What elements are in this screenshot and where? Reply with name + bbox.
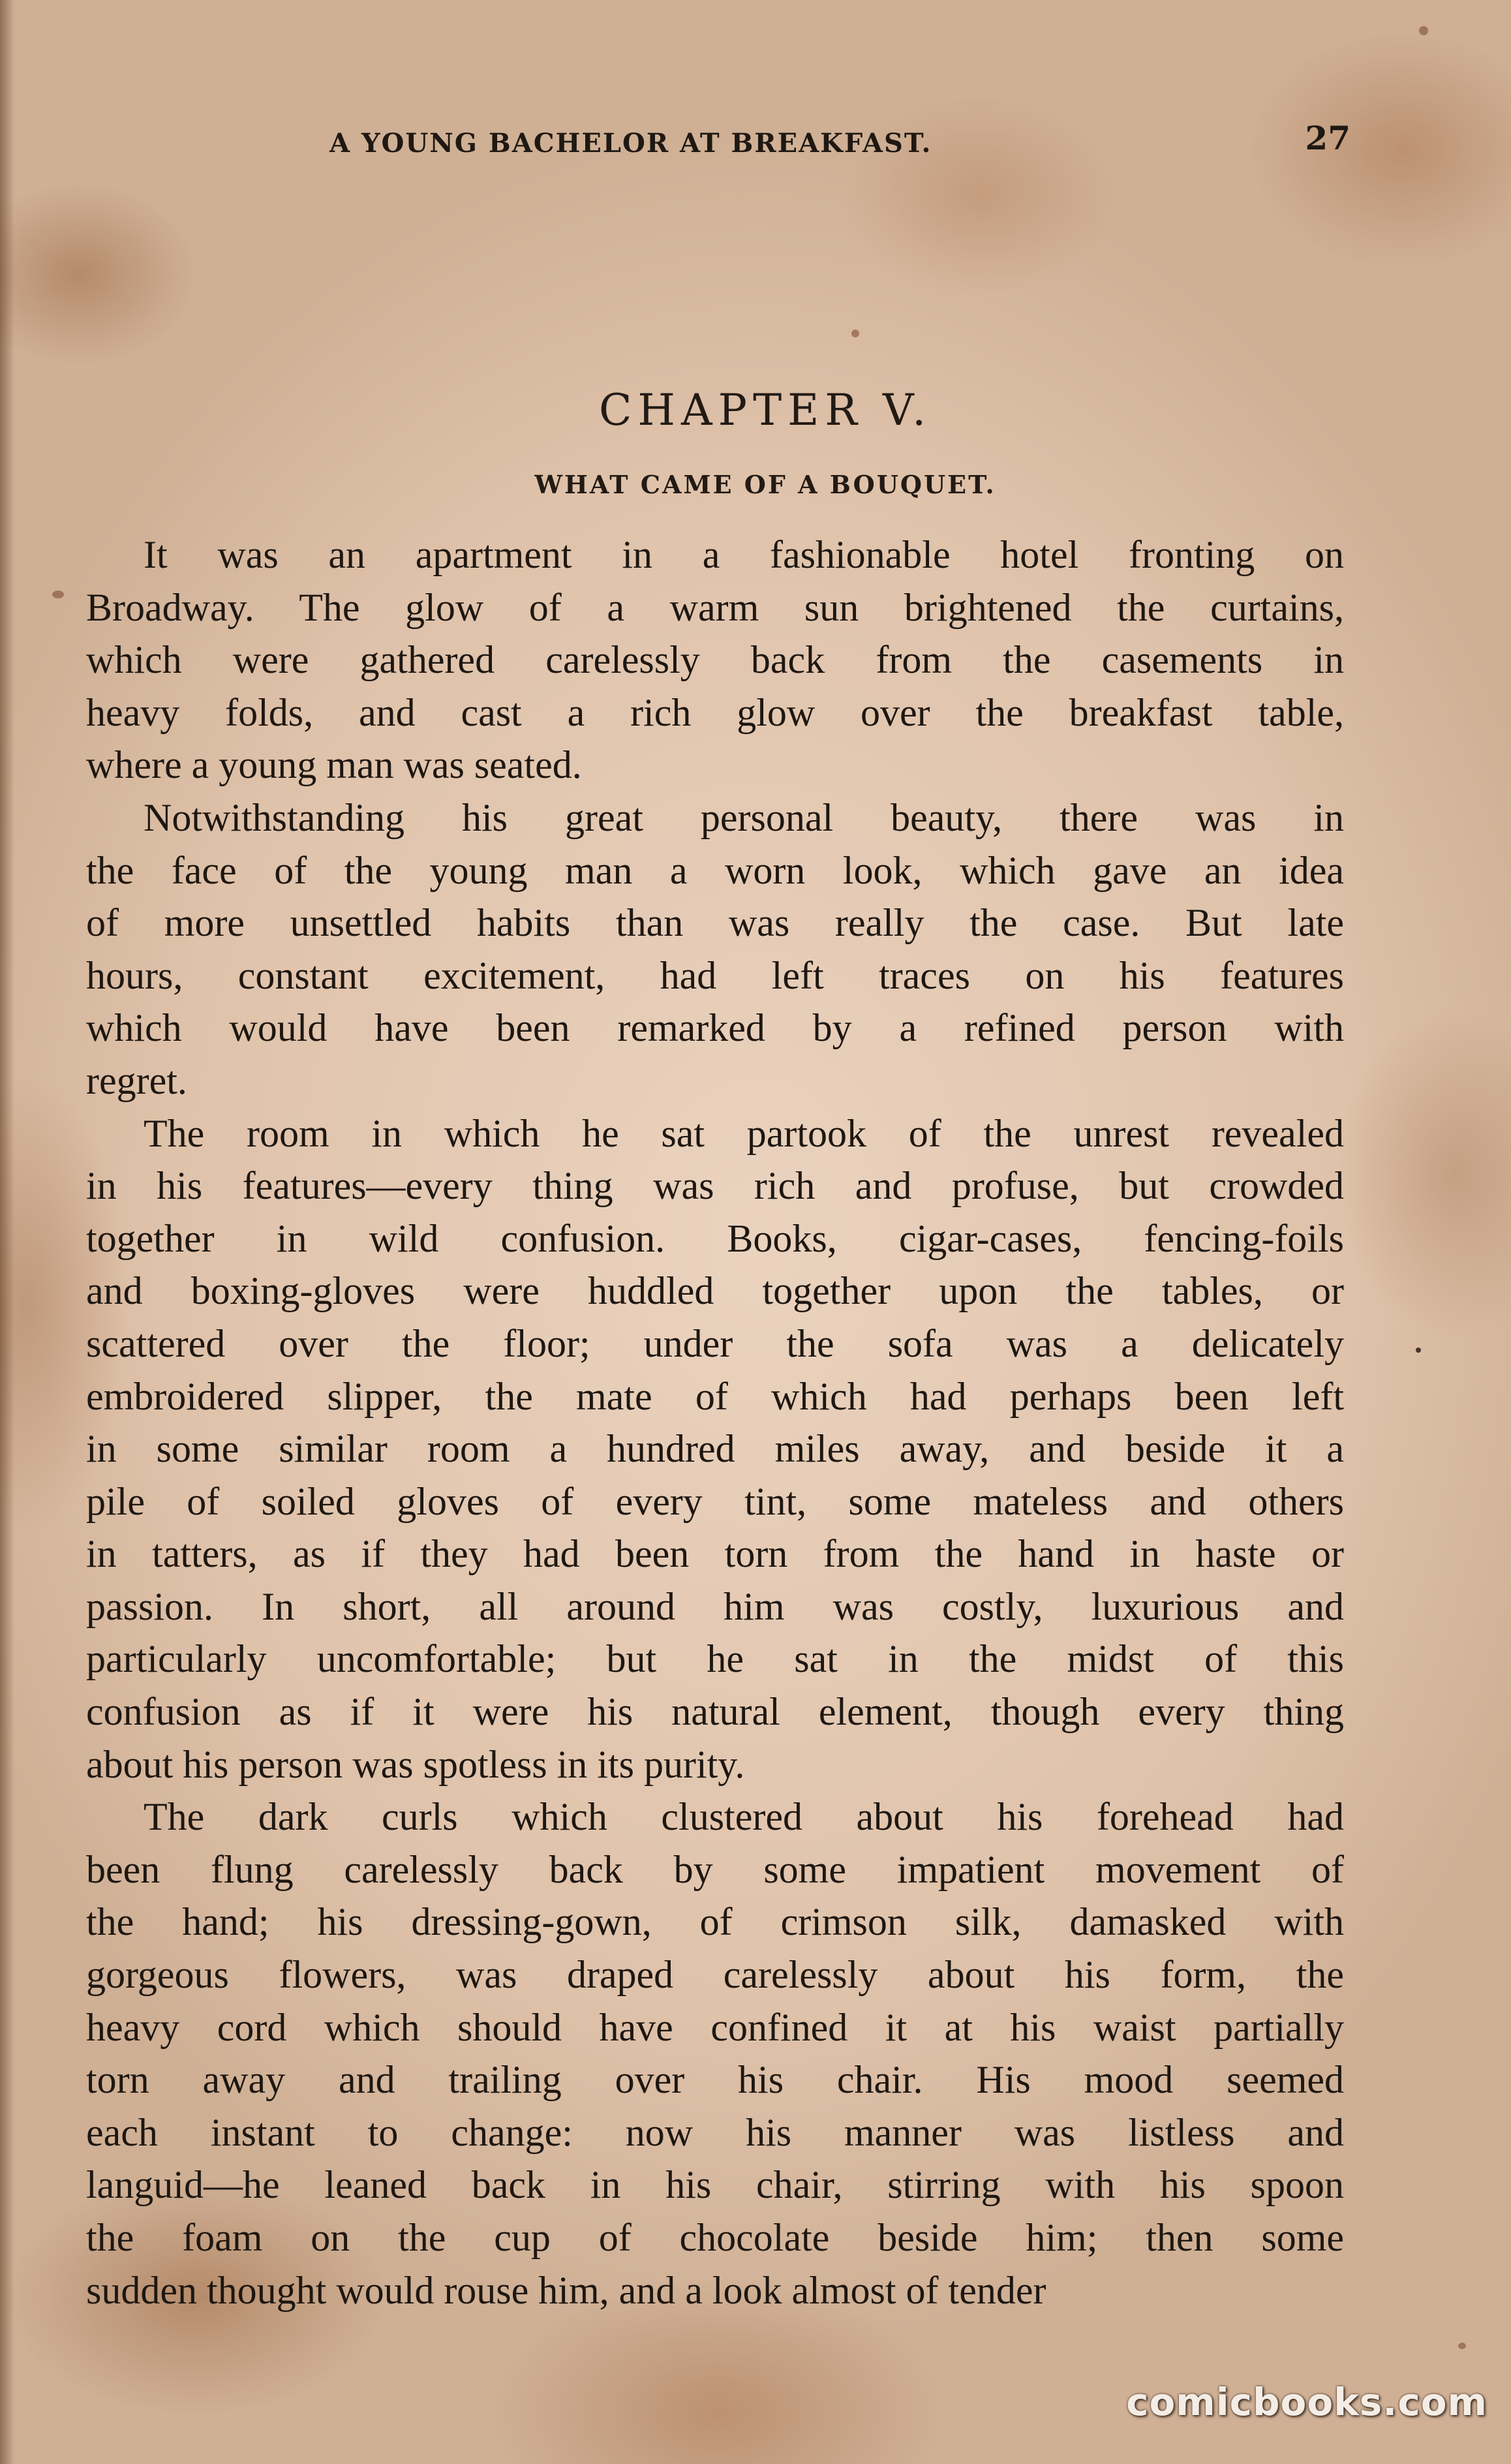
text-line: hours, constant excitement, had left traces on his features [86, 953, 1344, 997]
text-line: and boxing-gloves were huddled together upon the tables, or [86, 1269, 1344, 1313]
text-line: particularly uncomfortable; but he sat in the midst of this [86, 1637, 1344, 1681]
text-line: Notwithstanding his great personal beauty, there was in [144, 795, 1344, 839]
text-line: each instant to change: now his manner was listless and [86, 2110, 1344, 2154]
text-line: regret. [86, 1058, 187, 1102]
text-line: the foam on the cup of chocolate beside him; then some [86, 2216, 1344, 2259]
text-line: about his person was spotless in its purity. [86, 1742, 745, 1786]
text-line: where a young man was seated. [86, 743, 582, 787]
page-edge-shadow [0, 0, 14, 2464]
text-line: torn away and trailing over his chair. His mood seemed [86, 2058, 1344, 2102]
text-line: the face of the young man a worn look, which gave an idea [86, 848, 1344, 892]
text-line: The dark curls which clustered about his forehead had [144, 1795, 1344, 1839]
foxing-speck [52, 591, 64, 598]
foxing-speck [1419, 26, 1428, 35]
text-line: heavy folds, and cast a rich glow over the breakfast table, [86, 690, 1344, 734]
text-line: languid—he leaned back in his chair, stirring with his spoon [86, 2163, 1344, 2207]
paragraph [86, 1791, 1344, 2317]
text-line: Broadway. The glow of a warm sun brightened the curtains, [86, 585, 1344, 629]
text-line: sudden thought would rouse him, and a look almost of tender [86, 2268, 1046, 2312]
text-line: which were gathered carelessly back from the casements in [86, 638, 1344, 682]
paragraph [86, 1107, 1344, 1791]
foxing-speck [1458, 2343, 1466, 2349]
text-line: in some similar room a hundred miles away, and beside it a [86, 1427, 1344, 1471]
paragraph [86, 792, 1344, 1107]
text-line: heavy cord which should have confined it at his waist partially [86, 2005, 1344, 2049]
text-line: been flung carelessly back by some impatient movement of [86, 1847, 1344, 1891]
text-line: together in wild confusion. Books, cigar-cases, fencing-foils [86, 1216, 1344, 1260]
text-line: in tatters, as if they had been torn from the hand in haste or [86, 1532, 1344, 1576]
foxing-speck [851, 330, 859, 337]
watermark: comicbooks.com [1126, 2380, 1488, 2424]
text-line: gorgeous flowers, was draped carelessly about his form, the [86, 1953, 1344, 1997]
text-line: embroidered slipper, the mate of which had perhaps been left [86, 1374, 1344, 1418]
text-line: It was an apartment in a fashionable hotel fronting on [144, 533, 1344, 576]
running-head: A YOUNG BACHELOR AT BREAKFAST. [329, 128, 932, 159]
text-line: of more unsettled habits than was really the case. But late [86, 901, 1344, 945]
body-text [86, 529, 1344, 2317]
chapter-subtitle: WHAT CAME OF A BOUQUET. [534, 470, 996, 499]
text-line: confusion as if it were his natural element, though every thing [86, 1690, 1344, 1734]
chapter-title: CHAPTER V. [598, 385, 932, 435]
text-line: The room in which he sat partook of the unrest revealed [144, 1111, 1344, 1155]
page-number: 27 [1305, 119, 1351, 157]
text-line: in his features—every thing was rich and profuse, but crowded [86, 1164, 1344, 1208]
text-line: pile of soiled gloves of every tint, some mateless and others [86, 1479, 1344, 1523]
text-line: passion. In short, all around him was costly, luxurious and [86, 1584, 1344, 1628]
text-line: scattered over the floor; under the sofa was a delicately [86, 1321, 1344, 1365]
foxing-speck [1416, 1348, 1421, 1353]
text-line: the hand; his dressing-gown, of crimson silk, damasked with [86, 1900, 1344, 1944]
text-line: which would have been remarked by a refined person with [86, 1006, 1344, 1050]
paragraph [86, 529, 1344, 792]
